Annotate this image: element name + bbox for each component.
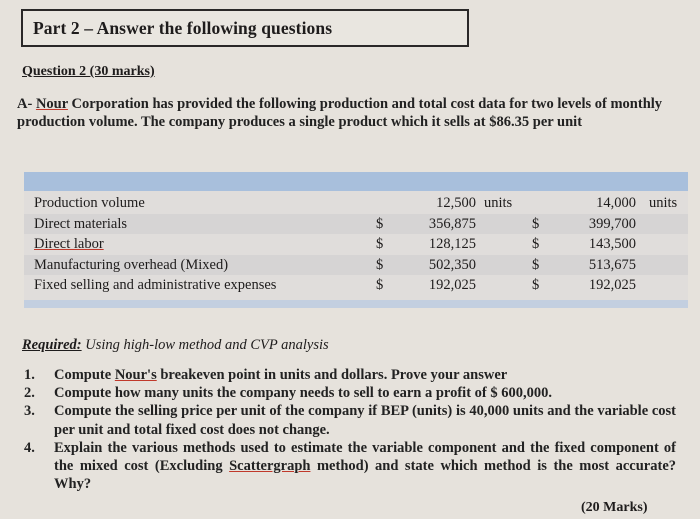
question-item	[24, 402, 676, 438]
intro-prefix: A-	[17, 96, 36, 112]
table-row	[24, 255, 688, 276]
required-line	[22, 337, 329, 354]
company-name: Nour	[35, 96, 68, 112]
question-text-part: Compute how many units the company needs to sell to earn a profit of $ 600,000.	[54, 385, 552, 402]
part-title: Part 2 – Answer the following questions	[33, 18, 333, 38]
question-item	[24, 439, 676, 494]
question-text	[54, 439, 676, 494]
question-text-part: Compute the selling price per unit of the company if BEP (units) is 40,000 units and the variable cost per unit and total fixed cost does not change.	[54, 403, 676, 438]
row-label	[34, 236, 104, 253]
currency-1: $	[376, 277, 384, 293]
value-low: 502,350	[428, 256, 476, 273]
question-text-part: breakeven point in units and dollars. Prove your answer	[156, 367, 508, 383]
question-number: 3.	[24, 403, 35, 420]
required-text: Using high-low method and CVP analysis	[81, 337, 329, 353]
question-number: 4.	[24, 439, 35, 456]
question-text-part: method) and state which method is the most accurate? Why?	[54, 458, 677, 493]
question-list	[24, 366, 676, 493]
value-low: 12,500	[436, 195, 476, 211]
currency-2: $	[532, 215, 540, 232]
table-row	[24, 193, 688, 214]
currency-2: $	[532, 277, 540, 293]
table-footer-bar	[24, 300, 688, 308]
table-row	[24, 214, 688, 235]
unit-high: units	[649, 195, 678, 211]
marks-label: (20 Marks)	[581, 500, 648, 515]
table-body	[24, 191, 688, 300]
question-number: 1.	[24, 367, 35, 383]
currency-1: $	[376, 215, 384, 232]
question-text-part: Explain the various methods used to estimate the variable component and the fixed component of the mixed cost (Excluding	[54, 439, 676, 475]
table-row	[24, 275, 688, 296]
required-label: Required:	[22, 337, 82, 353]
question-item	[24, 366, 676, 384]
row-label: Production volume	[34, 195, 145, 211]
value-high: 192,025	[588, 277, 636, 293]
question-heading: Question 2 (30 marks)	[22, 64, 155, 79]
value-low: 192,025	[428, 277, 476, 293]
question-underlined: Nour's	[114, 367, 157, 383]
question-underlined: Scattergraph	[229, 458, 311, 475]
question-text-part: Compute	[54, 367, 115, 383]
table-header-bar	[24, 172, 688, 191]
intro-text: Corporation has provided the following production and total cost data for two levels of monthly production volume. The company produces a single product which it sells at $86.35 per unit	[17, 96, 663, 130]
question-text	[54, 384, 676, 402]
currency-2: $	[532, 256, 540, 273]
question-intro	[17, 95, 687, 131]
value-high: 14,000	[596, 195, 636, 211]
question-text	[54, 402, 676, 438]
question-item	[24, 384, 676, 402]
cost-data-table	[24, 172, 688, 308]
currency-1: $	[376, 236, 384, 252]
row-label: Fixed selling and administrative expenses	[34, 277, 277, 293]
unit-low: units	[484, 195, 513, 211]
part-title-box	[21, 9, 469, 47]
value-high: 513,675	[588, 256, 636, 273]
value-low: 128,125	[428, 236, 476, 252]
row-label: Manufacturing overhead (Mixed)	[34, 256, 229, 273]
table-row	[24, 234, 688, 255]
question-number: 2.	[24, 385, 35, 402]
currency-2: $	[532, 236, 540, 252]
value-high: 143,500	[588, 236, 636, 252]
row-label: Direct materials	[34, 215, 127, 232]
question-text	[54, 366, 676, 384]
value-high: 399,700	[588, 215, 636, 232]
currency-1: $	[376, 256, 384, 273]
row-label-text: Direct labor	[34, 236, 104, 252]
value-low: 356,875	[428, 215, 476, 232]
